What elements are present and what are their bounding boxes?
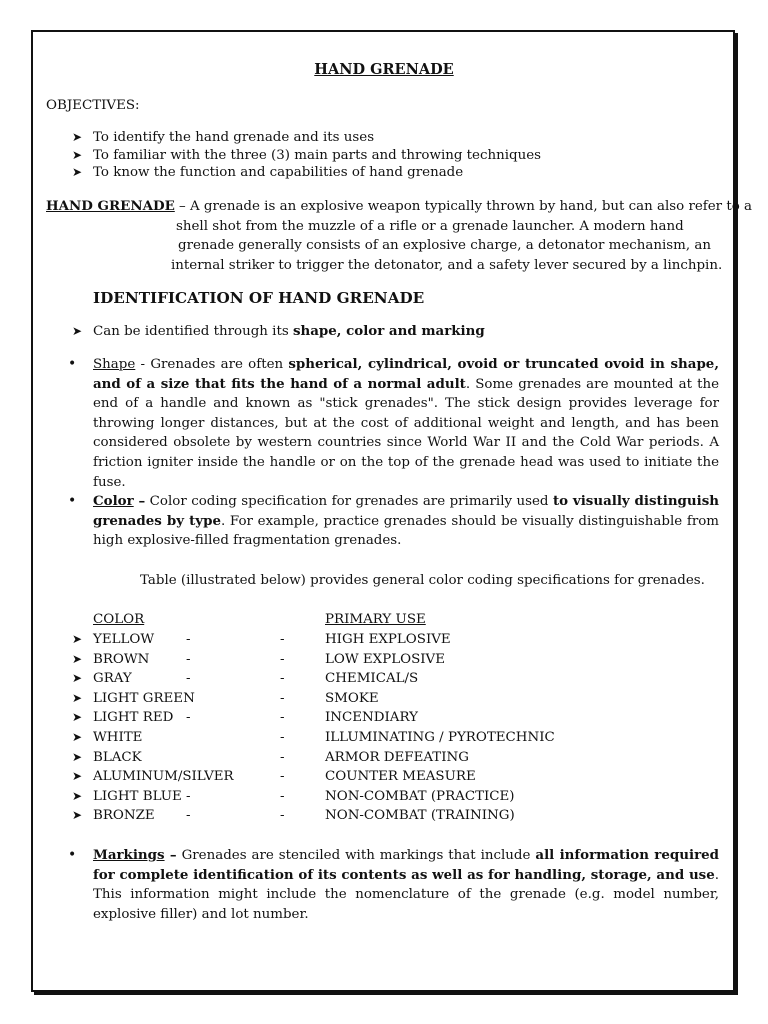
intro-bold-text: shape, color and marking (292, 323, 485, 339)
table-cell-use: SMOKE (325, 691, 379, 706)
arrow-bullet-icon: ➤ (72, 710, 83, 724)
table-cell-dash: - (280, 730, 285, 745)
markings-text: Grenades are stenciled with markings that include (176, 848, 536, 863)
bullet-dot-icon: • (68, 356, 77, 372)
color-text-rest: . For example, practice grenades should be visually distinguishable from high explosive-filled fragmentation grenades. (93, 513, 719, 549)
table-cell-color: YELLOW (93, 632, 155, 647)
table-intro: Table (illustrated below) provides general color coding specifications for grenades. (140, 573, 705, 588)
arrow-bullet-icon: ➤ (72, 148, 83, 162)
table-cell-dash: - (186, 632, 191, 647)
objective-item: To identify the hand grenade and its uses (93, 130, 375, 145)
section-heading: IDENTIFICATION OF HAND GRENADE (93, 289, 425, 307)
markings-dash: – (164, 847, 177, 863)
shape-paragraph (93, 355, 719, 492)
markings-paragraph (93, 846, 719, 924)
table-cell-use: CHEMICAL/S (325, 671, 419, 686)
identification-intro (93, 322, 485, 342)
definition-line: shell shot from the muzzle of a rifle or a grenade launcher. A modern hand (176, 219, 684, 234)
color-dash: – (133, 493, 146, 509)
table-cell-color: ALUMINUM/SILVER (93, 769, 234, 784)
table-cell-dash: - (186, 789, 191, 804)
table-cell-dash: - (186, 808, 191, 823)
table-cell-use: NON-COMBAT (TRAINING) (325, 808, 515, 823)
table-cell-color: LIGHT RED (93, 710, 174, 725)
table-cell-use: COUNTER MEASURE (325, 769, 476, 784)
markings-label: Markings (93, 847, 165, 863)
table-cell-color: LIGHT GREEN (93, 691, 195, 706)
table-cell-use: ARMOR DEFEATING (325, 750, 469, 765)
color-text: Color coding specification for grenades are primarily used (145, 494, 553, 509)
table-cell-use: INCENDIARY (325, 710, 418, 725)
shape-label: Shape (93, 357, 136, 372)
table-cell-use: LOW EXPLOSIVE (325, 652, 445, 667)
arrow-bullet-icon: ➤ (72, 691, 83, 705)
table-cell-dash: - (280, 808, 285, 823)
table-cell-dash: - (280, 789, 285, 804)
table-cell-dash: - (280, 769, 285, 784)
definition-term: HAND GRENADE (46, 198, 175, 214)
color-bold-text: to visually distinguish grenades by type (93, 493, 720, 529)
table-cell-use: HIGH EXPLOSIVE (325, 632, 451, 647)
arrow-bullet-icon: ➤ (72, 652, 83, 666)
color-label: Color (93, 493, 134, 509)
table-cell-color: BLACK (93, 750, 142, 765)
table-cell-use: NON-COMBAT (PRACTICE) (325, 789, 515, 804)
table-cell-dash: - (280, 632, 285, 647)
table-cell-dash: - (280, 750, 285, 765)
table-cell-color: BRONZE (93, 808, 155, 823)
table-cell-color: BROWN (93, 652, 150, 667)
table-cell-dash: - (186, 671, 191, 686)
arrow-bullet-icon: ➤ (72, 730, 83, 744)
objective-item: To familiar with the three (3) main parts and throwing techniques (93, 148, 542, 163)
arrow-bullet-icon: ➤ (72, 130, 83, 144)
table-cell-color: WHITE (93, 730, 143, 745)
markings-bold-text: all information required for complete identification of its contents as well as for handling, storage, and use (93, 847, 720, 883)
table-cell-dash: - (280, 710, 285, 725)
color-paragraph (93, 492, 719, 551)
definition-first-line (46, 197, 752, 217)
table-header-use: PRIMARY USE (325, 612, 426, 627)
markings-text-rest: . This information might include the nomenclature of the grenade (e.g. model number, explosive filler) and lot number. (93, 867, 719, 922)
arrow-bullet-icon: ➤ (72, 750, 83, 764)
definition-line: grenade generally consists of an explosive charge, a detonator mechanism, an (178, 238, 711, 253)
bullet-dot-icon: • (68, 493, 77, 509)
table-cell-dash: - (280, 671, 285, 686)
arrow-bullet-icon: ➤ (72, 808, 83, 822)
objectives-label: OBJECTIVES: (46, 98, 140, 113)
table-cell-dash: - (280, 691, 285, 706)
table-cell-dash: - (186, 652, 191, 667)
table-header-color: COLOR (93, 612, 145, 627)
arrow-bullet-icon: ➤ (72, 632, 83, 646)
table-cell-dash: - (186, 710, 191, 725)
table-cell-color: GRAY (93, 671, 132, 686)
intro-text: Can be identified through its (93, 324, 293, 339)
table-cell-dash: - (280, 652, 285, 667)
shape-bold-text: spherical, cylindrical, ovoid or truncated ovoid in shape, and of a size that fits the hand of a normal adult (93, 356, 719, 392)
definition-line: internal striker to trigger the detonator, and a safety lever secured by a linchpin. (171, 258, 723, 273)
definition-line: – A grenade is an explosive weapon typically thrown by hand, but can also refer to a (179, 199, 753, 214)
arrow-bullet-icon: ➤ (72, 789, 83, 803)
shape-text: - Grenades are often (135, 357, 289, 372)
objective-item: To know the function and capabilities of hand grenade (93, 165, 464, 180)
bullet-dot-icon: • (68, 847, 77, 863)
arrow-bullet-icon: ➤ (72, 769, 83, 783)
arrow-bullet-icon: ➤ (72, 324, 83, 338)
table-cell-color: LIGHT BLUE (93, 789, 182, 804)
table-cell-use: ILLUMINATING / PYROTECHNIC (325, 730, 555, 745)
arrow-bullet-icon: ➤ (72, 671, 83, 685)
page-title: HAND GRENADE (314, 61, 454, 78)
shape-text-rest: . Some grenades are mounted at the end of a handle and known as "stick grenades". The stick design provides leverage for throwing longer distances, but at the cost of additional weight and length, and has been considered obsolete by western countries since World War II and the Cold War periods. A friction igniter inside the handle or on the top of the grenade head was used to initiate the fuse. (93, 376, 720, 490)
arrow-bullet-icon: ➤ (72, 165, 83, 179)
